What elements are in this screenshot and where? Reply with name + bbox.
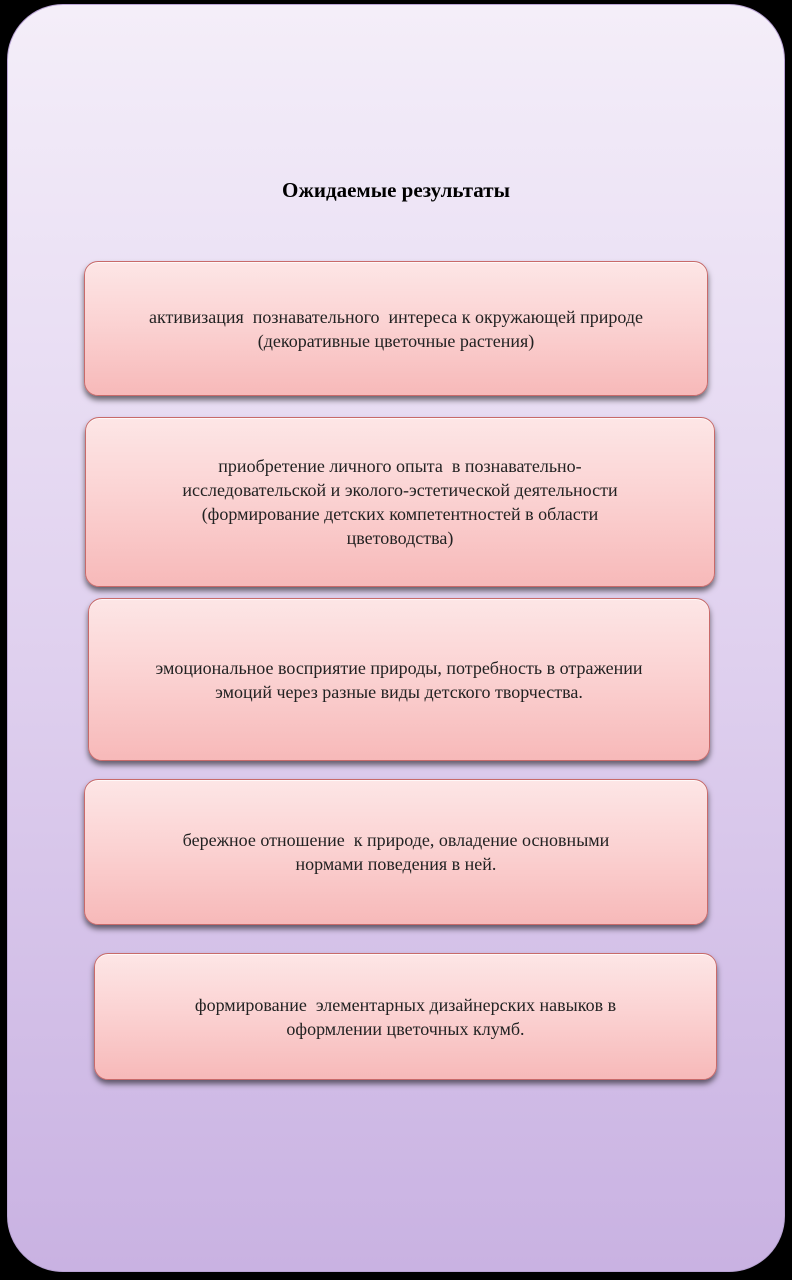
result-text-1 bbox=[139, 305, 653, 353]
result-text-2 bbox=[172, 454, 627, 550]
result-line: цветоводства) bbox=[346, 528, 454, 548]
result-line: приобретение личного опыта в познавательно- bbox=[218, 456, 582, 476]
result-line: (декоративные цветочные растения) bbox=[257, 330, 535, 351]
result-text-5 bbox=[185, 993, 626, 1041]
result-box-2 bbox=[85, 417, 715, 587]
page-title: Ожидаемые результаты bbox=[282, 178, 510, 202]
result-box-4 bbox=[84, 779, 708, 925]
result-box-3 bbox=[88, 598, 710, 761]
result-line: (формирование детских компетентностей в области bbox=[201, 504, 599, 524]
result-text-3 bbox=[145, 656, 652, 704]
result-line: эмоций через разные виды детского творчества. bbox=[215, 681, 583, 702]
result-line: оформлении цветочных клумб. bbox=[286, 1018, 525, 1039]
result-box-5 bbox=[94, 953, 717, 1080]
result-line: эмоциональное восприятие природы, потребность в отражении bbox=[155, 657, 643, 678]
result-line: бережное отношение к природе, овладение основными bbox=[182, 830, 610, 850]
result-line: исследовательской и эколого-эстетической деятельности bbox=[182, 480, 618, 500]
result-line: нормами поведения в ней. bbox=[295, 854, 497, 874]
result-text-4 bbox=[173, 828, 620, 876]
result-line: формирование элементарных дизайнерских навыков в bbox=[194, 994, 617, 1015]
result-line: активизация познавательного интереса к окружающей природе bbox=[148, 306, 644, 327]
result-box-1 bbox=[84, 261, 708, 396]
